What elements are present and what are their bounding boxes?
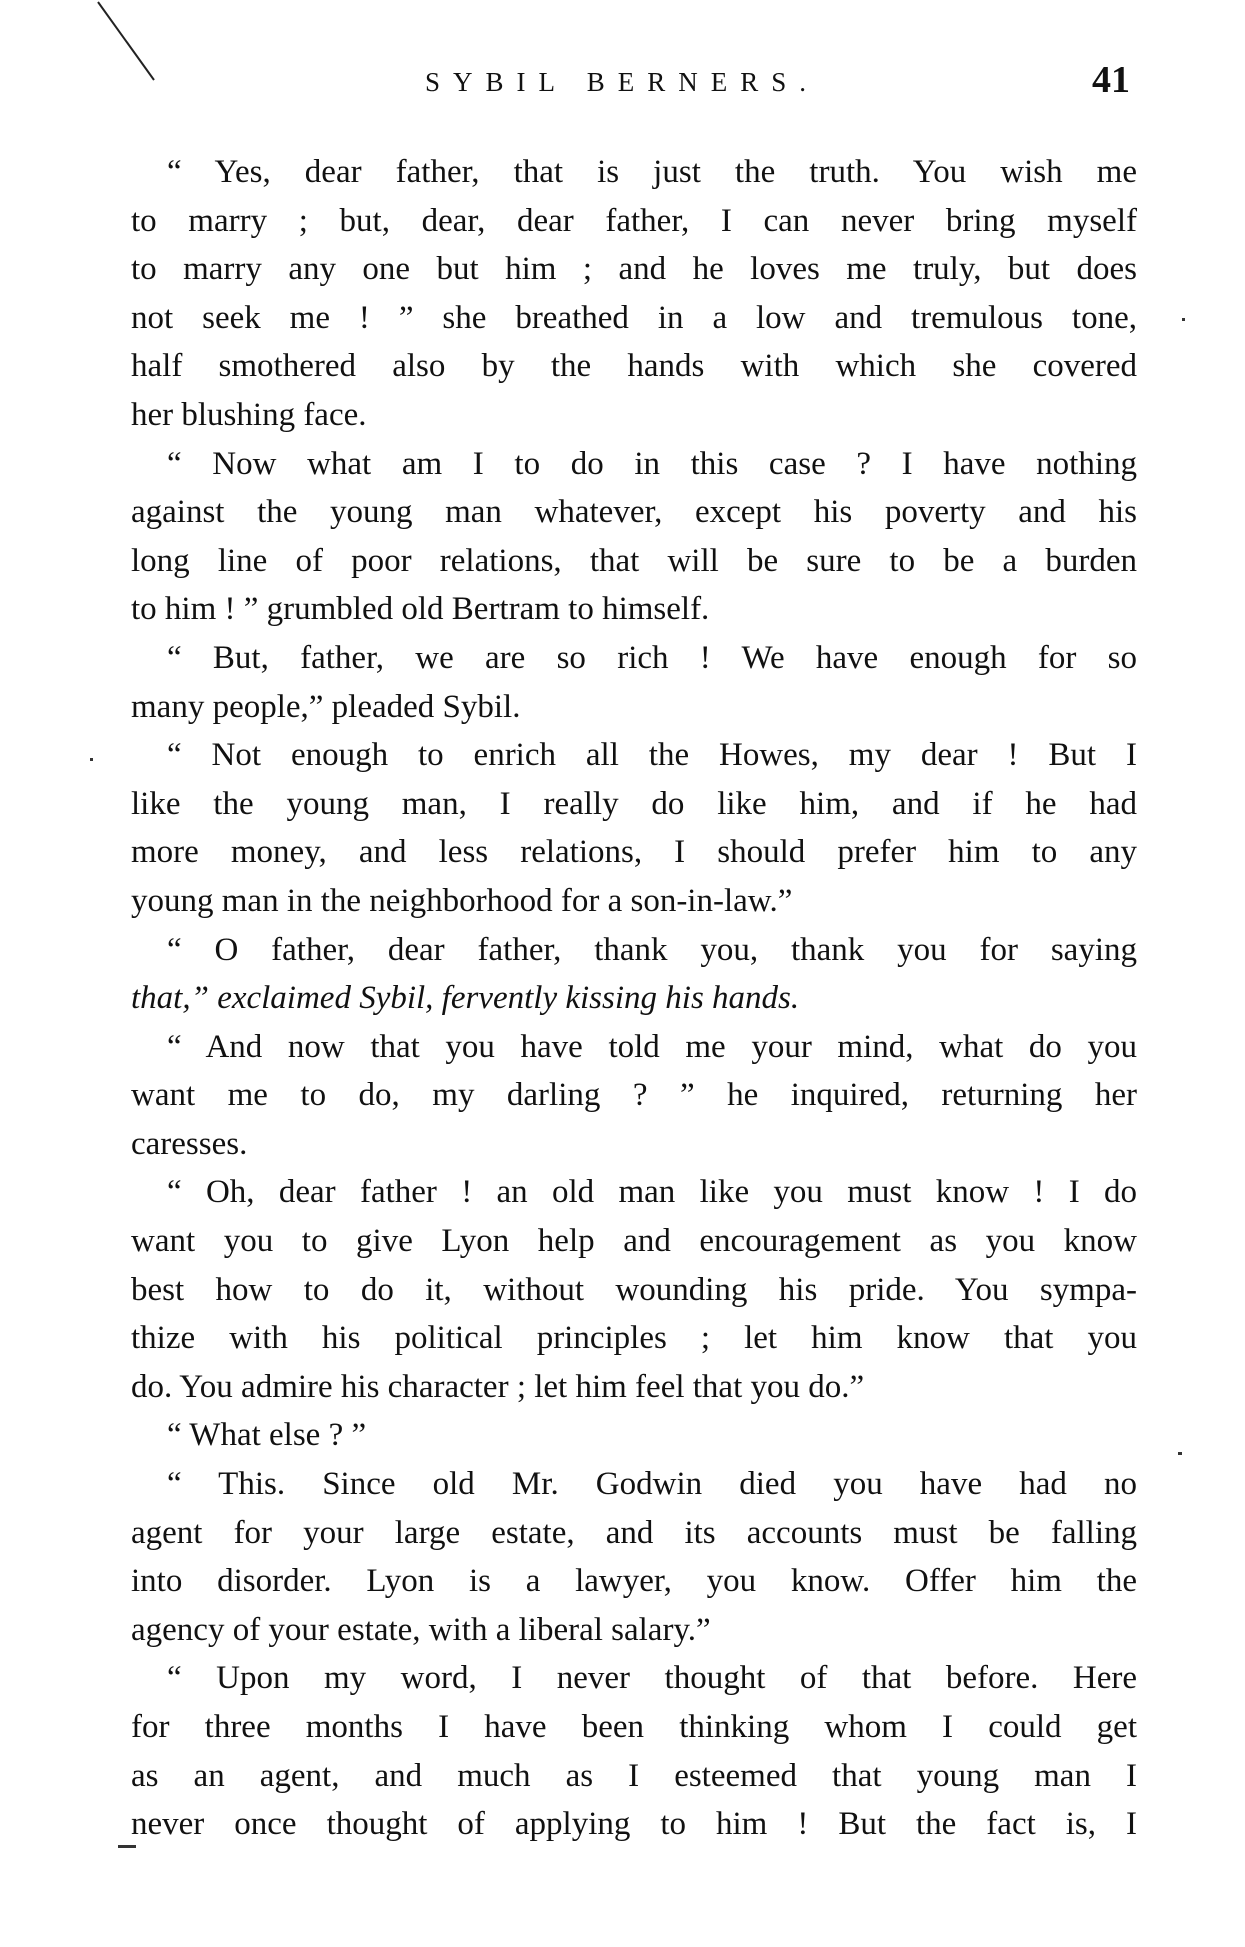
paragraph — [131, 1654, 1137, 1848]
text-line: long line of poor relations, that will be sure to be a burden — [131, 542, 1137, 579]
text-line: “ Not enough to enrich all the Howes, my dear ! But I — [167, 737, 1137, 774]
paragraph — [131, 440, 1137, 634]
text-line: like the young man, I really do like him, and if he had — [131, 785, 1137, 822]
text-line: do. You admire his character ; let him feel that you do.” — [131, 1368, 865, 1405]
text-line: “ This. Since old Mr. Godwin died you have had no — [167, 1466, 1137, 1503]
text-line: into disorder. Lyon is a lawyer, you know. Offer him the — [131, 1563, 1137, 1600]
scan-speck — [90, 758, 93, 761]
text-line: her blushing face. — [131, 396, 367, 433]
text-line: “ But, father, we are so rich ! We have enough for so — [167, 639, 1137, 676]
text-line: “ Upon my word, I never thought of that before. Here — [167, 1660, 1137, 1697]
text-line: that,” exclaimed Sybil, fervently kissing his hands. — [131, 980, 800, 1017]
text-line: “ O father, dear father, thank you, thank you for saying — [167, 931, 1137, 968]
text-line: agency of your estate, with a liberal salary.” — [131, 1611, 711, 1648]
scan-speck — [1182, 318, 1185, 321]
paragraph — [131, 148, 1137, 440]
running-header — [0, 59, 1245, 102]
text-line: “ Oh, dear father ! an old man like you must know ! I do — [167, 1174, 1137, 1211]
text-line: agent for your large estate, and its accounts must be falling — [131, 1514, 1137, 1551]
paragraph — [131, 1168, 1137, 1411]
text-line: not seek me ! ” she breathed in a low and tremulous tone, — [131, 299, 1137, 336]
body-text — [131, 148, 1137, 1849]
text-line: “ Yes, dear father, that is just the truth. You wish me — [167, 154, 1137, 190]
text-line: as an agent, and much as I esteemed that young man I — [131, 1757, 1137, 1794]
text-line: “ What else ? ” — [167, 1417, 367, 1454]
running-title: SYBIL BERNERS. — [425, 67, 820, 97]
text-line: best how to do it, without wounding his pride. You sympa- — [131, 1271, 1137, 1308]
paragraph — [131, 1023, 1137, 1169]
paragraph — [131, 926, 1137, 1023]
page-number: 41 — [1092, 59, 1130, 101]
paragraph — [131, 731, 1137, 925]
scan-speck — [1178, 1452, 1182, 1455]
text-line: want me to do, my darling ? ” he inquired, returning her — [131, 1077, 1137, 1114]
text-line: to him ! ” grumbled old Bertram to himself. — [131, 591, 710, 628]
text-line: against the young man whatever, except his poverty and his — [131, 494, 1137, 531]
paragraph — [131, 1460, 1137, 1654]
paragraph — [131, 634, 1137, 731]
text-line: many people,” pleaded Sybil. — [131, 688, 521, 725]
text-line: to marry ; but, dear, dear father, I can never bring myself — [131, 202, 1137, 239]
paragraph — [131, 1411, 1137, 1460]
text-line: young man in the neighborhood for a son-in-law.” — [131, 882, 793, 919]
text-line: for three months I have been thinking whom I could get — [131, 1709, 1137, 1745]
text-line: never once thought of applying to him ! But the fact is, I — [131, 1806, 1137, 1843]
text-line: caresses. — [131, 1125, 248, 1162]
text-line: “ And now that you have told me your mind, what do you — [167, 1028, 1137, 1065]
text-line: to marry any one but him ; and he loves me truly, but does — [131, 251, 1137, 288]
text-line: want you to give Lyon help and encouragement as you know — [131, 1223, 1137, 1260]
text-line: more money, and less relations, I should prefer him to any — [131, 834, 1137, 871]
text-line: “ Now what am I to do in this case ? I have nothing — [167, 445, 1137, 482]
text-line: thize with his political principles ; let him know that you — [131, 1320, 1137, 1357]
text-line: half smothered also by the hands with which she covered — [131, 348, 1137, 385]
